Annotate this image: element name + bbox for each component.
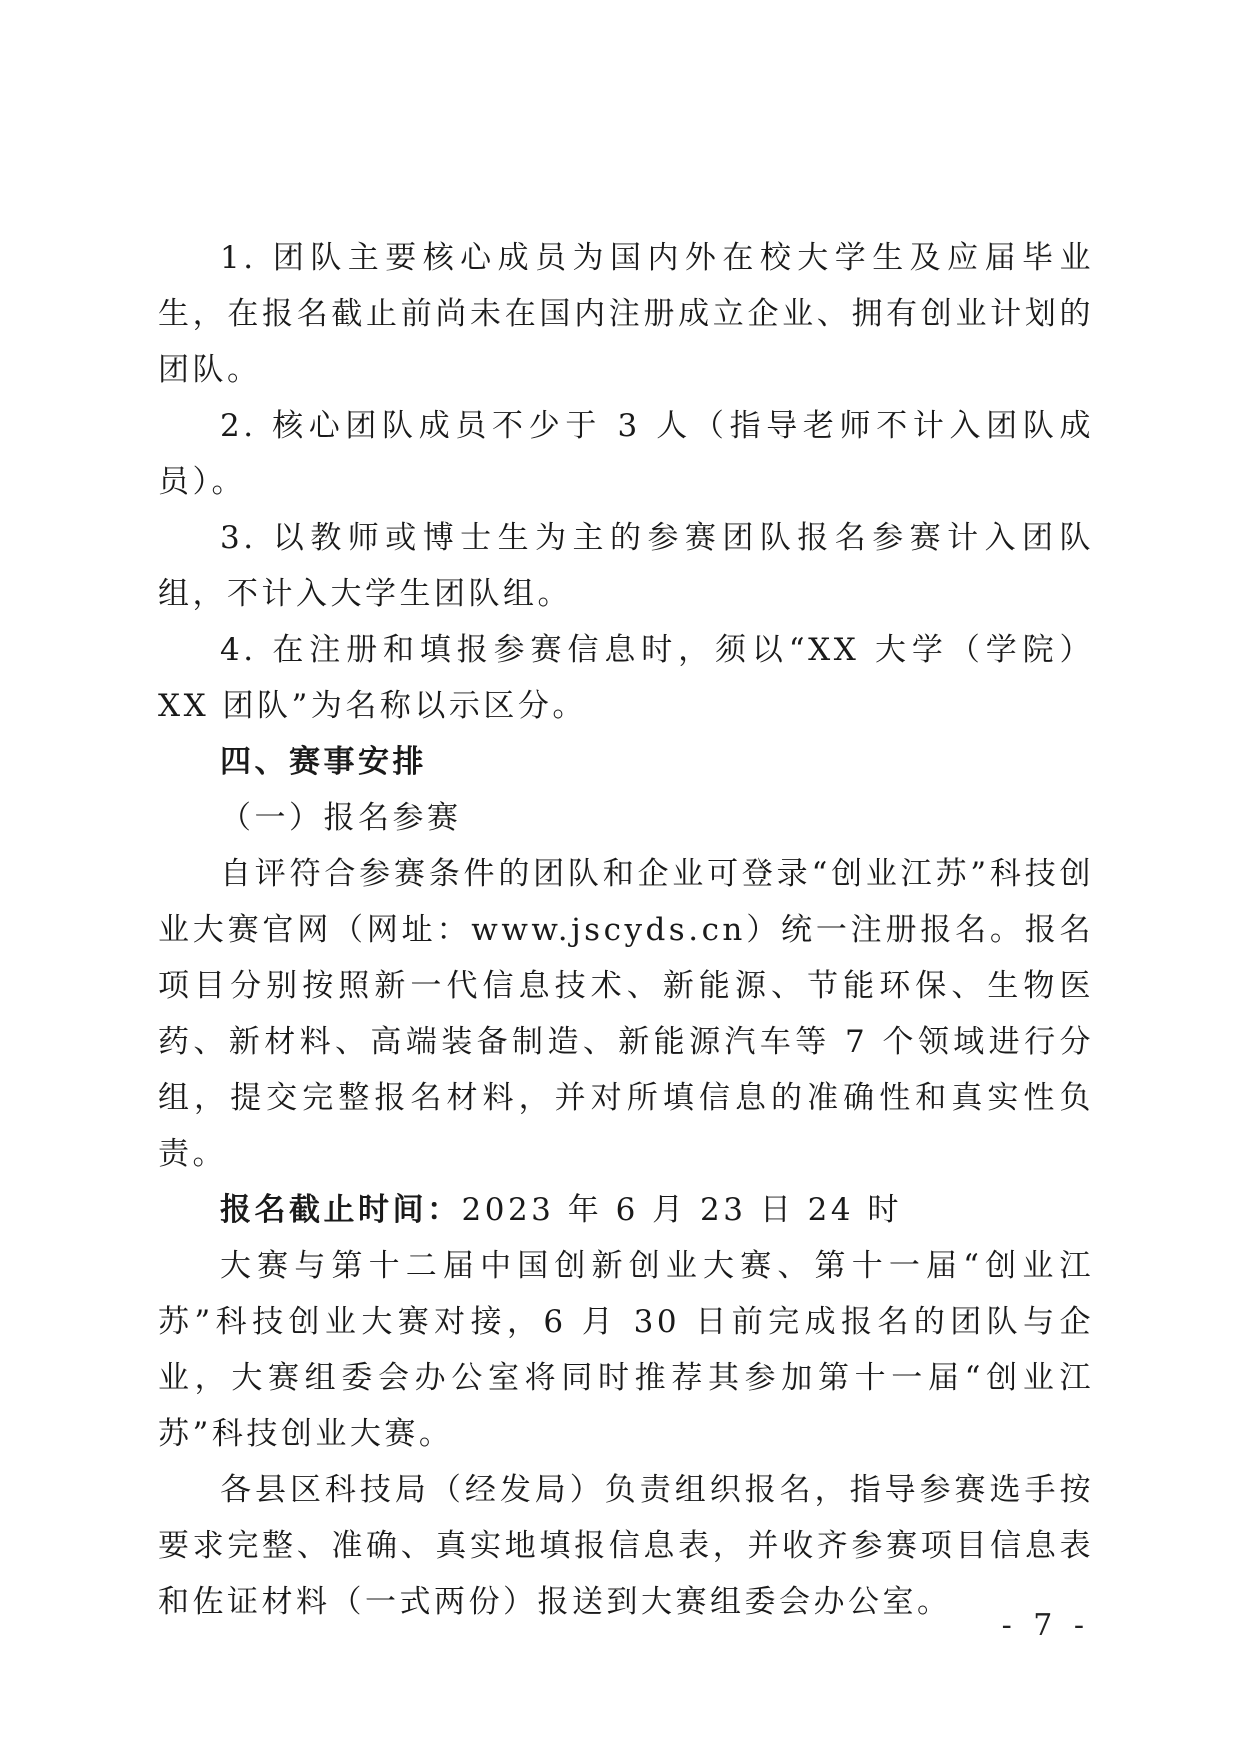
registration-deadline: [158, 1182, 1094, 1238]
competition-linkage-paragraph: 大赛与第十二届中国创新创业大赛、第十一届“创业江苏”科技创业大赛对接，6 月 30 日前完成报名的团队与企业，大赛组委会办公室将同时推荐其参加第十一届“创业江苏”科技创业大赛。: [158, 1248, 1094, 1452]
eligibility-item-3: 3. 以教师或博士生为主的参赛团队报名参赛计入团队组，不计入大学生团队组。: [158, 520, 1094, 612]
document-body: [158, 230, 1094, 1630]
page-number: - 7 -: [1001, 1608, 1090, 1643]
section-heading-event-arrangement: 四、赛事安排: [220, 744, 427, 780]
registration-paragraph: 自评符合参赛条件的团队和企业可登录“创业江苏”科技创业大赛官网（网址：www.jscyds.cn）统一注册报名。报名项目分别按照新一代信息技术、新能源、节能环保、生物医药、新材料、高端装备制造、新能源汽车等 7 个领域进行分组，提交完整报名材料，并对所填信息的准确性和真实性负责。: [158, 856, 1094, 1172]
eligibility-item-2: 2. 核心团队成员不少于 3 人（指导老师不计入团队成员）。: [158, 408, 1094, 500]
eligibility-item-4: 4. 在注册和填报参赛信息时，须以“XX 大学（学院）XX 团队”为名称以示区分。: [158, 632, 1094, 724]
deadline-value: 2023 年 6 月 23 日 24 时: [461, 1192, 902, 1228]
deadline-label: 报名截止时间：: [220, 1192, 462, 1228]
county-organization-paragraph: 各县区科技局（经发局）负责组织报名，指导参赛选手按要求完整、准确、真实地填报信息表，并收齐参赛项目信息表和佐证材料（一式两份）报送到大赛组委会办公室。: [158, 1472, 1094, 1620]
eligibility-item-1: 1. 团队主要核心成员为国内外在校大学生及应届毕业生，在报名截止前尚未在国内注册成立企业、拥有创业计划的团队。: [158, 240, 1094, 388]
subsection-heading-registration: （一）报名参赛: [220, 800, 462, 836]
